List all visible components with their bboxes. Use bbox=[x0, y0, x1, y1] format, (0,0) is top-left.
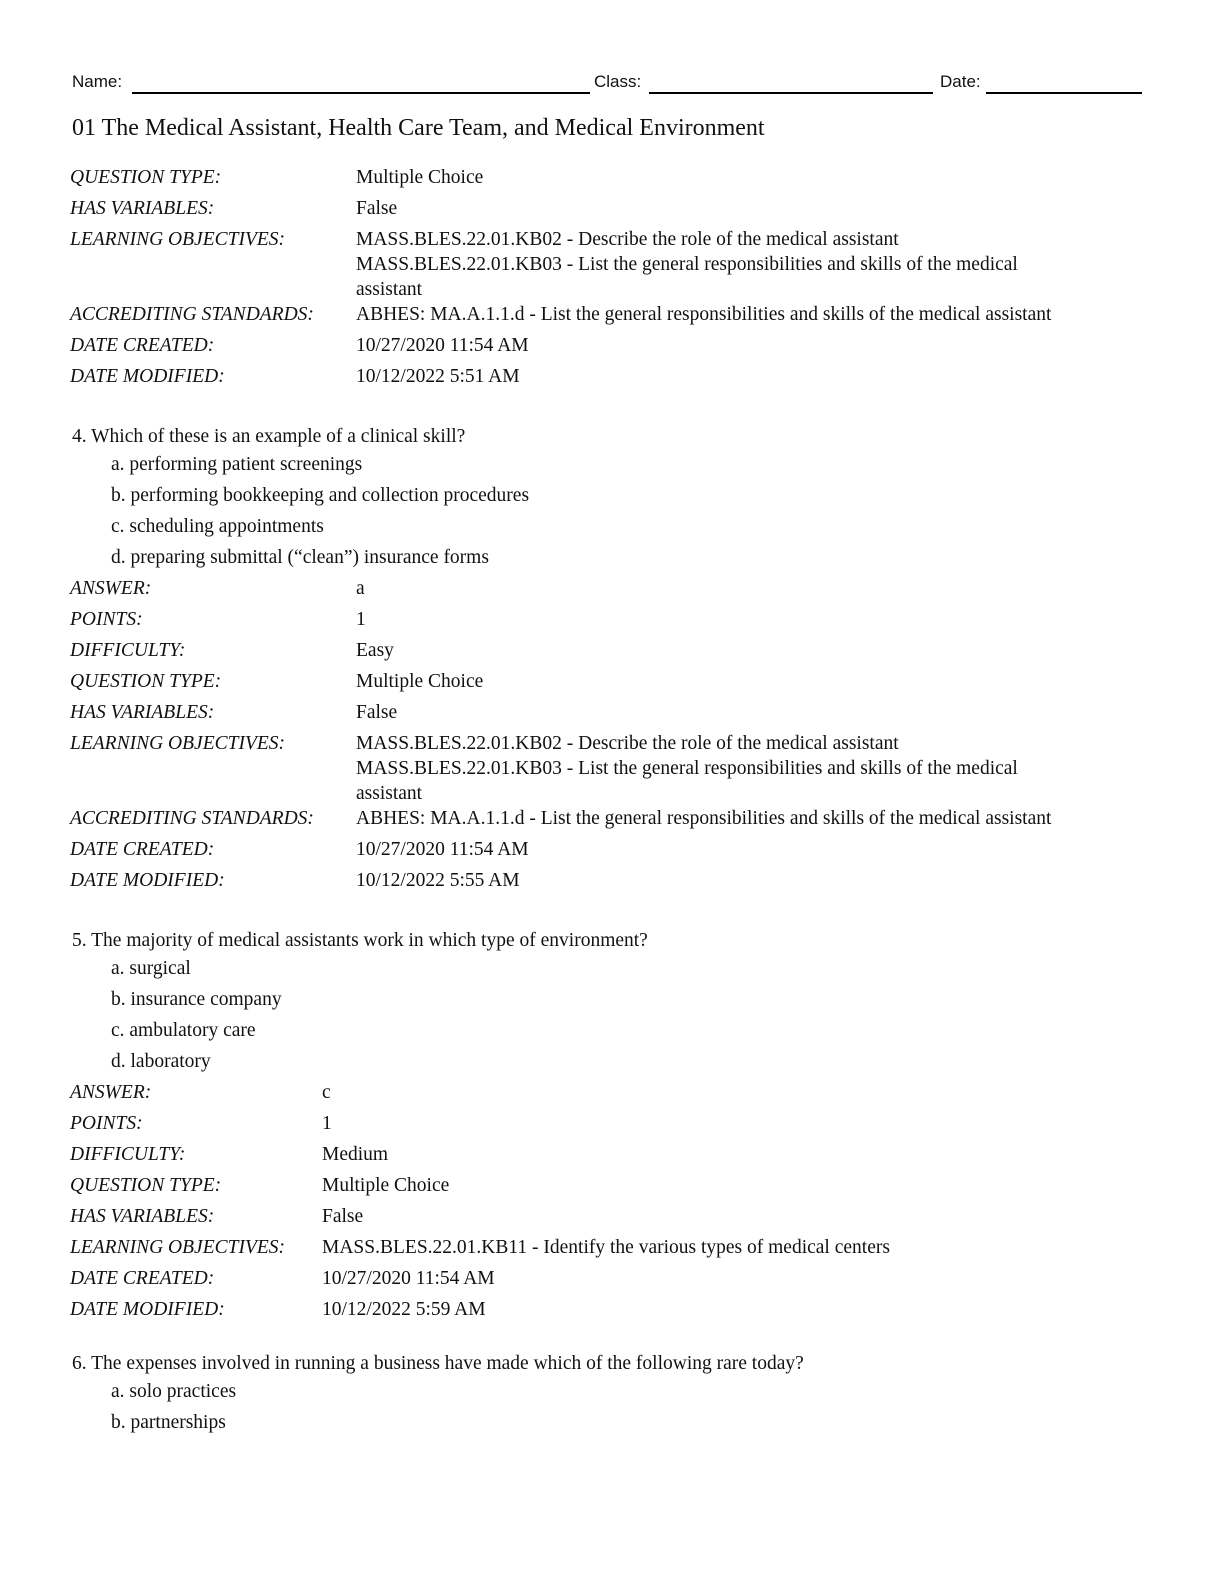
metadata-row bbox=[70, 607, 1051, 638]
metadata-row bbox=[70, 302, 1051, 333]
metadata-value-line: 10/27/2020 11:54 AM bbox=[322, 1268, 495, 1289]
answer-choice: a. performing patient screenings bbox=[111, 454, 363, 475]
metadata-value-line: Easy bbox=[356, 640, 394, 661]
metadata-key: POINTS: bbox=[70, 1113, 143, 1134]
metadata-value bbox=[356, 165, 1051, 196]
name-label: Name: bbox=[72, 72, 123, 91]
metadata-value-line: 10/12/2022 5:55 AM bbox=[356, 870, 520, 891]
metadata-row bbox=[70, 638, 1051, 669]
metadata-key: ANSWER: bbox=[70, 578, 152, 599]
answer-choice: c. scheduling appointments bbox=[111, 516, 324, 537]
metadata-value bbox=[356, 731, 1051, 806]
metadata-value-line: MASS.BLES.22.01.KB11 - Identify the various types of medical centers bbox=[322, 1237, 890, 1258]
metadata-value bbox=[356, 638, 1051, 669]
answer-choice: d. laboratory bbox=[111, 1051, 211, 1072]
metadata-value-line: c bbox=[322, 1082, 331, 1103]
metadata-value bbox=[356, 196, 1051, 227]
page-title: 01 The Medical Assistant, Health Care Team, and Medical Environment bbox=[72, 115, 765, 141]
metadata-key: HAS VARIABLES: bbox=[70, 198, 215, 219]
metadata-row bbox=[70, 1080, 890, 1111]
metadata-value-line: Multiple Choice bbox=[322, 1175, 450, 1196]
metadata-value-line: Medium bbox=[322, 1144, 389, 1165]
metadata-key: QUESTION TYPE: bbox=[70, 167, 222, 188]
answer-choice: b. performing bookkeeping and collection procedures bbox=[111, 485, 530, 506]
metadata-value bbox=[356, 333, 1051, 364]
metadata-key: DATE CREATED: bbox=[70, 839, 215, 860]
metadata-row bbox=[70, 837, 1051, 868]
metadata-value-line: 10/27/2020 11:54 AM bbox=[356, 335, 529, 356]
answer-choice: a. surgical bbox=[111, 958, 191, 979]
metadata-value-line: 1 bbox=[322, 1113, 332, 1134]
metadata-key: POINTS: bbox=[70, 609, 143, 630]
metadata-value-line: MASS.BLES.22.01.KB02 - Describe the role of the medical assistant bbox=[356, 229, 899, 250]
metadata-value bbox=[356, 806, 1051, 837]
class-field-line[interactable] bbox=[649, 92, 933, 94]
question-6: 6. The expenses involved in running a business have made which of the following rare today? bbox=[72, 1353, 804, 1374]
metadata-value-line: MASS.BLES.22.01.KB02 - Describe the role of the medical assistant bbox=[356, 733, 899, 754]
metadata-value-line: False bbox=[356, 198, 398, 219]
choices-q5 bbox=[111, 956, 282, 1080]
answer-choice: c. ambulatory care bbox=[111, 1020, 256, 1041]
metadata-value-line: MASS.BLES.22.01.KB03 - List the general responsibilities and skills of the medical bbox=[356, 254, 1018, 275]
metadata-value bbox=[322, 1235, 890, 1266]
metadata-key: QUESTION TYPE: bbox=[70, 1175, 222, 1196]
metadata-key: ANSWER: bbox=[70, 1082, 152, 1103]
class-label: Class: bbox=[594, 72, 642, 91]
metadata-key: DATE MODIFIED: bbox=[70, 870, 225, 891]
metadata-table-q5 bbox=[70, 1080, 890, 1328]
metadata-row bbox=[70, 196, 1051, 227]
metadata-value bbox=[322, 1173, 890, 1204]
question-5: 5. The majority of medical assistants work in which type of environment? bbox=[72, 930, 648, 951]
metadata-key: DIFFICULTY: bbox=[70, 1144, 186, 1165]
metadata-table-q4 bbox=[70, 576, 1051, 899]
metadata-key: DATE CREATED: bbox=[70, 335, 215, 356]
metadata-row bbox=[70, 576, 1051, 607]
choices-q4 bbox=[111, 452, 529, 576]
metadata-row bbox=[70, 868, 1051, 899]
student-header bbox=[72, 72, 1142, 98]
metadata-key: HAS VARIABLES: bbox=[70, 702, 215, 723]
metadata-value bbox=[356, 227, 1051, 302]
metadata-value bbox=[322, 1111, 890, 1142]
metadata-value bbox=[356, 607, 1051, 638]
metadata-value bbox=[356, 669, 1051, 700]
metadata-row bbox=[70, 333, 1051, 364]
metadata-value bbox=[322, 1142, 890, 1173]
metadata-key: LEARNING OBJECTIVES: bbox=[70, 1237, 286, 1258]
metadata-value bbox=[356, 302, 1051, 333]
metadata-key: DATE MODIFIED: bbox=[70, 366, 225, 387]
metadata-row bbox=[70, 700, 1051, 731]
metadata-value-line: assistant bbox=[356, 783, 423, 804]
metadata-row bbox=[70, 1142, 890, 1173]
answer-choice: b. partnerships bbox=[111, 1412, 226, 1433]
metadata-key: DIFFICULTY: bbox=[70, 640, 186, 661]
metadata-value bbox=[356, 868, 1051, 899]
metadata-value bbox=[322, 1204, 890, 1235]
metadata-key: LEARNING OBJECTIVES: bbox=[70, 733, 286, 754]
metadata-key: QUESTION TYPE: bbox=[70, 671, 222, 692]
metadata-value-line: MASS.BLES.22.01.KB03 - List the general responsibilities and skills of the medical bbox=[356, 758, 1018, 779]
metadata-row bbox=[70, 165, 1051, 196]
metadata-value bbox=[322, 1080, 890, 1111]
metadata-key: LEARNING OBJECTIVES: bbox=[70, 229, 286, 250]
metadata-key: HAS VARIABLES: bbox=[70, 1206, 215, 1227]
metadata-key: DATE CREATED: bbox=[70, 1268, 215, 1289]
metadata-value bbox=[356, 576, 1051, 607]
metadata-row bbox=[70, 1111, 890, 1142]
metadata-key: ACCREDITING STANDARDS: bbox=[70, 304, 314, 325]
date-label: Date: bbox=[940, 72, 981, 91]
answer-choice: a. solo practices bbox=[111, 1381, 237, 1402]
choices-q6 bbox=[111, 1379, 236, 1441]
metadata-value-line: False bbox=[322, 1206, 364, 1227]
metadata-value-line: ABHES: MA.A.1.1.d - List the general responsibilities and skills of the medical assistant bbox=[356, 808, 1052, 829]
metadata-value bbox=[356, 837, 1051, 868]
metadata-row bbox=[70, 1266, 890, 1297]
metadata-value-line: ABHES: MA.A.1.1.d - List the general responsibilities and skills of the medical assistant bbox=[356, 304, 1052, 325]
metadata-key: DATE MODIFIED: bbox=[70, 1299, 225, 1320]
metadata-row bbox=[70, 1297, 890, 1328]
metadata-value bbox=[356, 364, 1051, 395]
metadata-row bbox=[70, 1204, 890, 1235]
date-field-line[interactable] bbox=[986, 92, 1142, 94]
metadata-table-q3 bbox=[70, 165, 1051, 395]
metadata-row bbox=[70, 731, 1051, 806]
metadata-row bbox=[70, 806, 1051, 837]
metadata-key: ACCREDITING STANDARDS: bbox=[70, 808, 314, 829]
metadata-row bbox=[70, 1173, 890, 1204]
metadata-value-line: assistant bbox=[356, 279, 423, 300]
metadata-value-line: 1 bbox=[356, 609, 366, 630]
metadata-row bbox=[70, 669, 1051, 700]
answer-choice: b. insurance company bbox=[111, 989, 282, 1010]
metadata-value-line: 10/27/2020 11:54 AM bbox=[356, 839, 529, 860]
metadata-value bbox=[322, 1266, 890, 1297]
metadata-value-line: 10/12/2022 5:51 AM bbox=[356, 366, 520, 387]
name-field-line[interactable] bbox=[132, 92, 590, 94]
metadata-value-line: 10/12/2022 5:59 AM bbox=[322, 1299, 486, 1320]
metadata-value-line: Multiple Choice bbox=[356, 671, 484, 692]
metadata-row bbox=[70, 1235, 890, 1266]
metadata-value-line: a bbox=[356, 578, 365, 599]
question-4: 4. Which of these is an example of a clinical skill? bbox=[72, 426, 466, 447]
metadata-value-line: Multiple Choice bbox=[356, 167, 484, 188]
metadata-value bbox=[356, 700, 1051, 731]
metadata-row bbox=[70, 364, 1051, 395]
metadata-value-line: False bbox=[356, 702, 398, 723]
answer-choice: d. preparing submittal (“clean”) insurance forms bbox=[111, 547, 489, 568]
metadata-row bbox=[70, 227, 1051, 302]
metadata-value bbox=[322, 1297, 890, 1328]
